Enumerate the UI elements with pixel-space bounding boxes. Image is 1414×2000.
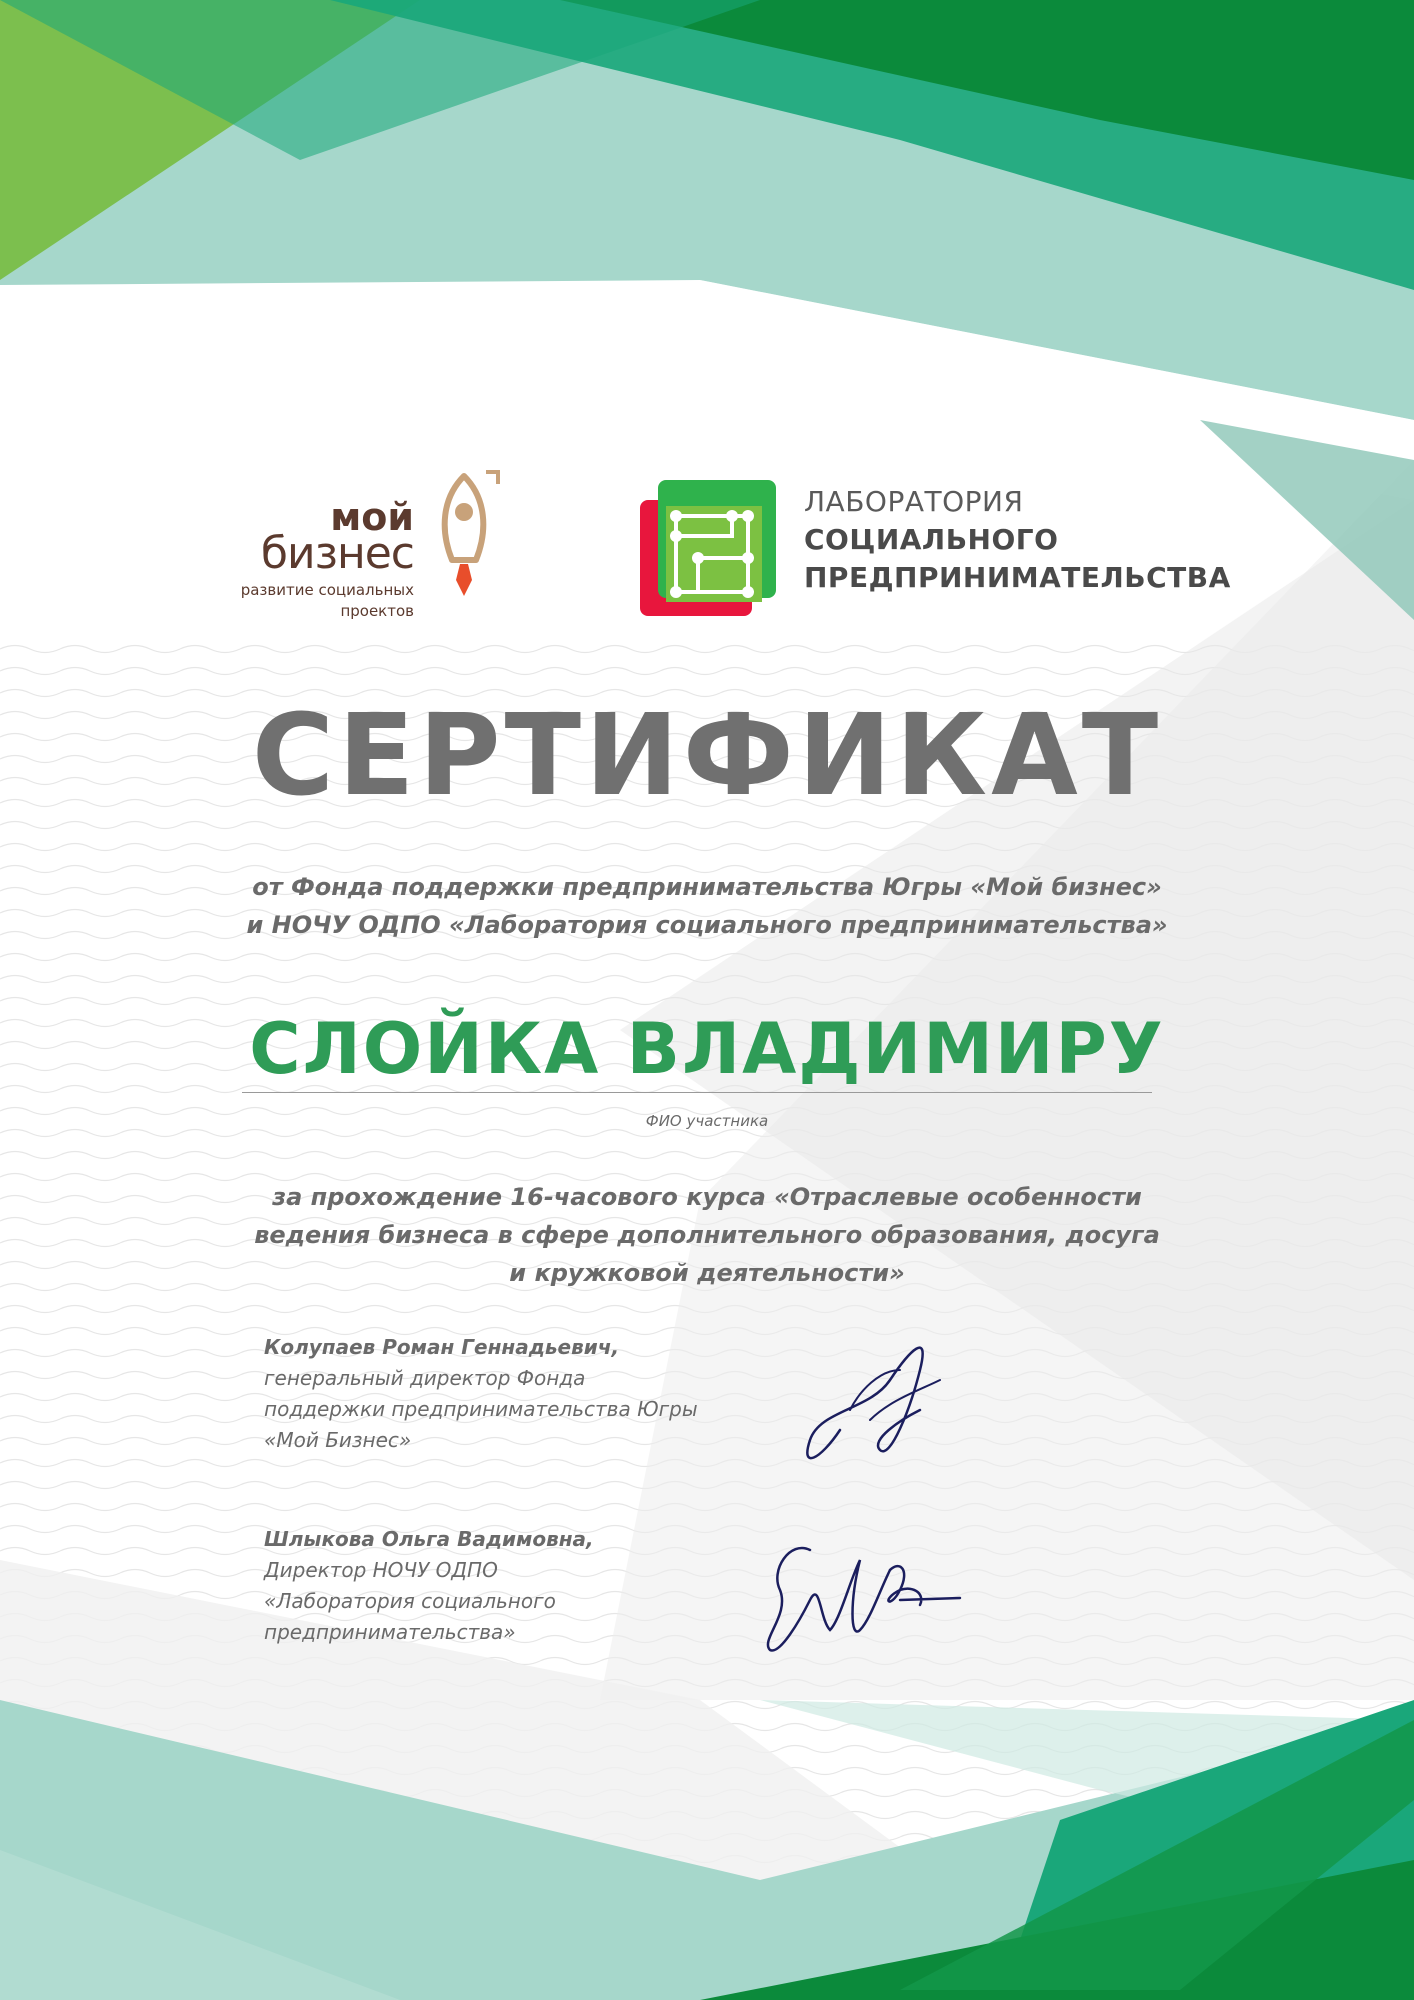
signer-name: Колупаев Роман Геннадьевич, <box>264 1335 620 1359</box>
lab-logo-line3: ПРЕДПРИНИМАТЕЛЬСТВА <box>804 561 1231 594</box>
logo-subtitle-line2: проектов <box>340 602 414 620</box>
signature-2 <box>750 1530 980 1660</box>
course-line1: за прохождение 16-часового курса «Отраслевые особенности <box>272 1183 1142 1211</box>
course-line3: и кружковой деятельности» <box>509 1259 905 1287</box>
course-line2: ведения бизнеса в сфере дополнительного образования, досуга <box>254 1221 1160 1249</box>
signer-role-line: поддержки предпринимательства Югры <box>264 1397 698 1421</box>
course-text <box>0 1178 1414 1292</box>
moy-biznes-logo <box>222 468 512 618</box>
lab-logo-line2: СОЦИАЛЬНОГО <box>804 523 1059 556</box>
signer-role-line: «Мой Бизнес» <box>264 1428 412 1452</box>
signer-name: Шлыкова Ольга Вадимовна, <box>264 1527 594 1551</box>
logo-subtitle <box>194 580 414 622</box>
recipient-underline <box>242 1092 1152 1093</box>
signer-role-line: предпринимательства» <box>264 1620 516 1644</box>
logo-word-moy: мой <box>330 495 414 539</box>
signature-1 <box>780 1310 960 1490</box>
signer-role-line: Директор НОЧУ ОДПО <box>264 1558 498 1582</box>
signer-block-1 <box>264 1332 744 1456</box>
recipient-name: СЛОЙКА ВЛАДИМИРУ <box>249 1008 1165 1090</box>
signer-block-2 <box>264 1524 744 1648</box>
issuer-line1: от Фонда поддержки предпринимательства Югры «Мой бизнес» <box>252 873 1162 901</box>
circuit-square-icon <box>636 476 781 621</box>
logo-word-biznes: бизнес <box>260 528 414 579</box>
lab-logo-line1: ЛАБОРАТОРИЯ <box>804 485 1024 518</box>
certificate-title: СЕРТИФИКАТ <box>251 691 1163 821</box>
issuer-text <box>0 868 1414 944</box>
laboratory-logo <box>636 476 1231 626</box>
signer-role-line: генеральный директор Фонда <box>264 1366 586 1390</box>
issuer-line2: и НОЧУ ОДПО «Лаборатория социального предпринимательства» <box>246 911 1168 939</box>
rocket-icon <box>424 468 504 600</box>
signer-role-line: «Лаборатория социального <box>264 1589 556 1613</box>
recipient-caption: ФИО участника <box>645 1112 769 1130</box>
logo-subtitle-line1: развитие социальных <box>240 581 414 599</box>
